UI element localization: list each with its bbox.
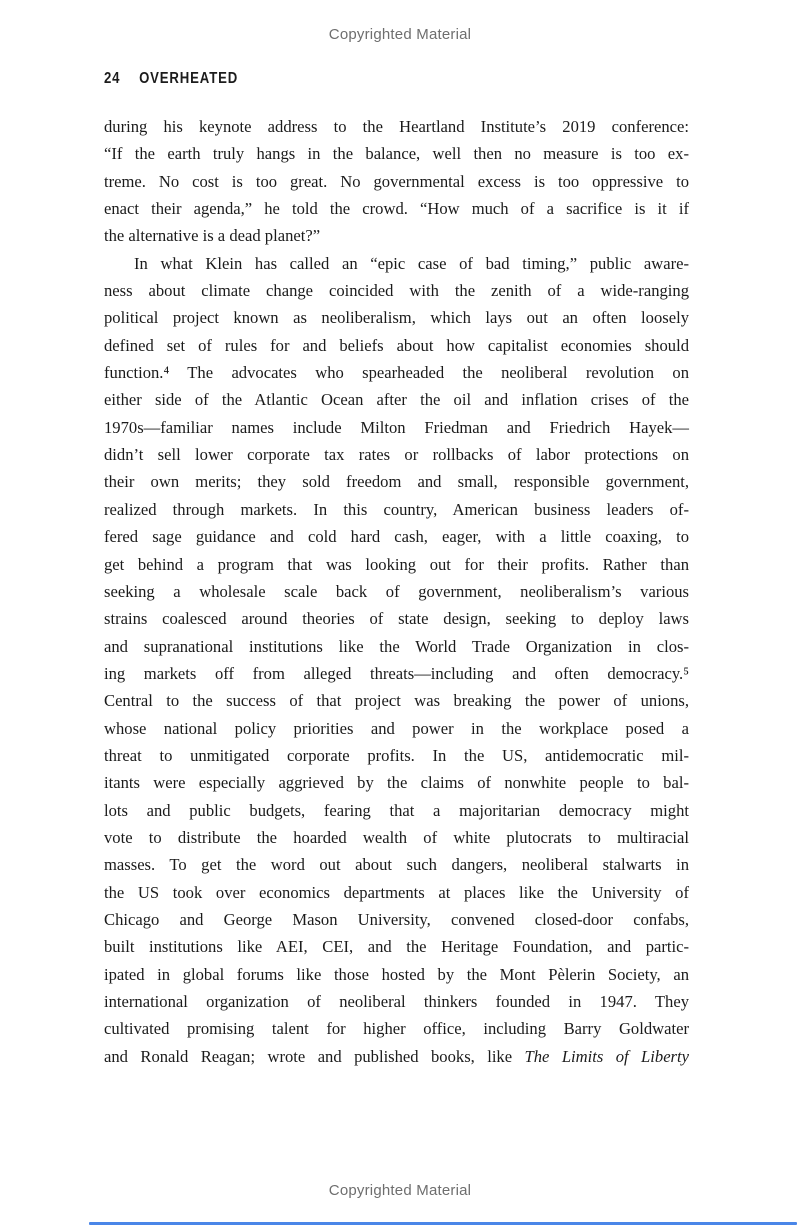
running-head-title: OVERHEATED: [139, 70, 239, 87]
text-line: “If the earth truly hangs in the balance, well then no measure is too ex-: [104, 144, 689, 164]
watermark-top: Copyrighted Material: [328, 26, 472, 43]
text-line: seeking a wholesale scale back of government, neoliberalism’s various: [104, 581, 689, 601]
text-line: 1970s—familiar names include Milton Friedman and Friedrich Hayek—: [104, 417, 689, 437]
text-line: treme. No cost is too great. No governmental excess is too oppressive to: [104, 171, 689, 191]
text-line: didn’t sell lower corporate tax rates or rollbacks of labor protections on: [104, 445, 689, 465]
text-line: their own merits; they sold freedom and small, responsible government,: [104, 472, 689, 492]
text-line: whose national policy priorities and power in the workplace posed a: [104, 718, 689, 738]
text-line: vote to distribute the hoarded wealth of white plutocrats to multiracial: [104, 827, 689, 847]
text-line: during his keynote address to the Heartland Institute’s 2019 conference:: [104, 117, 689, 136]
text-line: the US took over economics departments at places like the University of: [104, 882, 689, 902]
text-line: and Ronald Reagan; wrote and published books, like The Limits of Liberty: [104, 1046, 689, 1066]
body-text: [104, 113, 689, 1070]
text-line: ipated in global forums like those hosted by the Mont Pèlerin Society, an: [104, 964, 689, 984]
text-line: ing markets off from alleged threats—including and often democracy.⁵: [104, 663, 689, 683]
text-line: fered sage guidance and cold hard cash, eager, with a little coaxing, to: [104, 527, 689, 547]
text-line: political project known as neoliberalism, which lays out an often loosely: [104, 308, 689, 328]
text-line: itants were especially aggrieved by the claims of nonwhite people to bal-: [104, 773, 689, 793]
text-line: cultivated promising talent for higher office, including Barry Goldwater: [104, 1019, 689, 1039]
text-line: either side of the Atlantic Ocean after the oil and inflation crises of the: [104, 390, 689, 410]
text-line: defined set of rules for and beliefs about how capitalist economies should: [104, 335, 689, 355]
page-number: 24: [104, 70, 121, 87]
text-line: masses. To get the word out about such dangers, neoliberal stalwarts in: [104, 855, 689, 875]
text-line: enact their agenda,” he told the crowd. “How much of a sacrifice is it if: [104, 199, 689, 219]
text-line: strains coalesced around theories of state design, seeking to deploy laws: [104, 609, 689, 629]
text-line: the alternative is a dead planet?”: [104, 226, 321, 246]
page-bottom-accent-line: [89, 1222, 797, 1225]
text-line: realized through markets. In this country, American business leaders of-: [104, 499, 689, 519]
text-line: threat to unmitigated corporate profits. In the US, antidemocratic mil-: [104, 745, 689, 765]
text-line: get behind a program that was looking out for their profits. Rather than: [104, 554, 689, 574]
text-line: Central to the success of that project was breaking the power of unions,: [104, 691, 689, 711]
text-line: function.⁴ The advocates who spearheaded the neoliberal revolution on: [104, 363, 689, 383]
watermark-bottom: Copyrighted Material: [328, 1182, 472, 1199]
text-line: Chicago and George Mason University, convened closed-door confabs,: [104, 909, 689, 929]
text-line: and supranational institutions like the World Trade Organization in clos-: [104, 636, 689, 656]
text-line: In what Klein has called an “epic case of bad timing,” public aware-: [134, 253, 689, 273]
text-line: built institutions like AEI, CEI, and the Heritage Foundation, and partic-: [104, 937, 689, 957]
text-line: lots and public budgets, fearing that a majoritarian democracy might: [104, 800, 689, 820]
page-header: [104, 70, 238, 88]
text-line: international organization of neoliberal thinkers founded in 1947. They: [104, 992, 689, 1011]
text-line: ness about climate change coincided with the zenith of a wide-ranging: [104, 281, 689, 301]
